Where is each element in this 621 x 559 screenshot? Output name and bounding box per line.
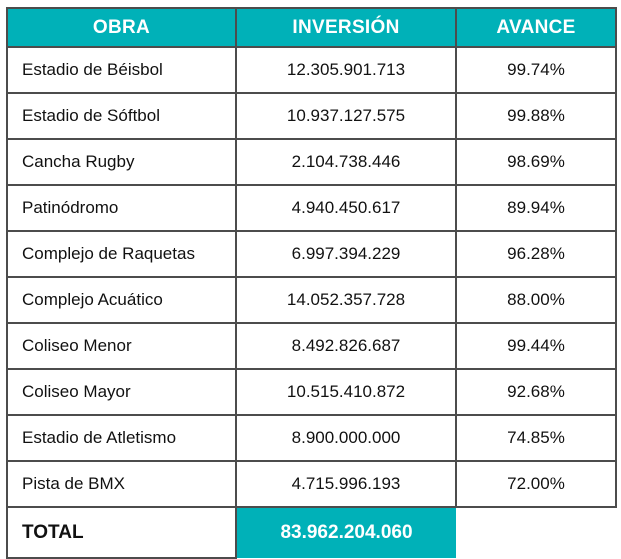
avance-cell: 99.88% [456, 93, 616, 139]
inversion-cell: 10.937.127.575 [236, 93, 456, 139]
obra-cell: Cancha Rugby [7, 139, 236, 185]
inversion-cell: 8.900.000.000 [236, 415, 456, 461]
avance-cell: 96.28% [456, 231, 616, 277]
table-row [7, 47, 616, 93]
inversion-cell: 4.715.996.193 [236, 461, 456, 507]
obra-cell: Coliseo Mayor [7, 369, 236, 415]
avance-cell: 98.69% [456, 139, 616, 185]
avance-cell: 89.94% [456, 185, 616, 231]
column-header-inversion: INVERSIÓN [236, 8, 456, 47]
total-label-cell: TOTAL [7, 507, 236, 558]
table-row [7, 185, 616, 231]
column-header-obra: OBRA [7, 8, 236, 47]
inversion-cell: 2.104.738.446 [236, 139, 456, 185]
avance-cell: 74.85% [456, 415, 616, 461]
header-row [7, 8, 616, 47]
table-row [7, 461, 616, 507]
avance-cell: 99.74% [456, 47, 616, 93]
obra-cell: Pista de BMX [7, 461, 236, 507]
obra-cell: Estadio de Béisbol [7, 47, 236, 93]
obra-cell: Complejo Acuático [7, 277, 236, 323]
column-header-avance: AVANCE [456, 8, 616, 47]
obra-cell: Coliseo Menor [7, 323, 236, 369]
table-row [7, 231, 616, 277]
inversion-cell: 6.997.394.229 [236, 231, 456, 277]
avance-cell: 92.68% [456, 369, 616, 415]
table-row [7, 415, 616, 461]
table-row [7, 323, 616, 369]
obra-cell: Estadio de Sóftbol [7, 93, 236, 139]
inversion-cell: 8.492.826.687 [236, 323, 456, 369]
table-row [7, 369, 616, 415]
table-row [7, 93, 616, 139]
investment-table [6, 7, 617, 559]
obra-cell: Patinódromo [7, 185, 236, 231]
inversion-cell: 12.305.901.713 [236, 47, 456, 93]
table-row [7, 139, 616, 185]
total-inversion-cell: 83.962.204.060 [236, 507, 456, 558]
table-row [7, 277, 616, 323]
obra-cell: Complejo de Raquetas [7, 231, 236, 277]
inversion-cell: 14.052.357.728 [236, 277, 456, 323]
inversion-cell: 4.940.450.617 [236, 185, 456, 231]
inversion-cell: 10.515.410.872 [236, 369, 456, 415]
obra-cell: Estadio de Atletismo [7, 415, 236, 461]
avance-cell: 88.00% [456, 277, 616, 323]
total-row [7, 507, 616, 558]
avance-cell: 99.44% [456, 323, 616, 369]
total-empty-cell [456, 507, 616, 558]
avance-cell: 72.00% [456, 461, 616, 507]
